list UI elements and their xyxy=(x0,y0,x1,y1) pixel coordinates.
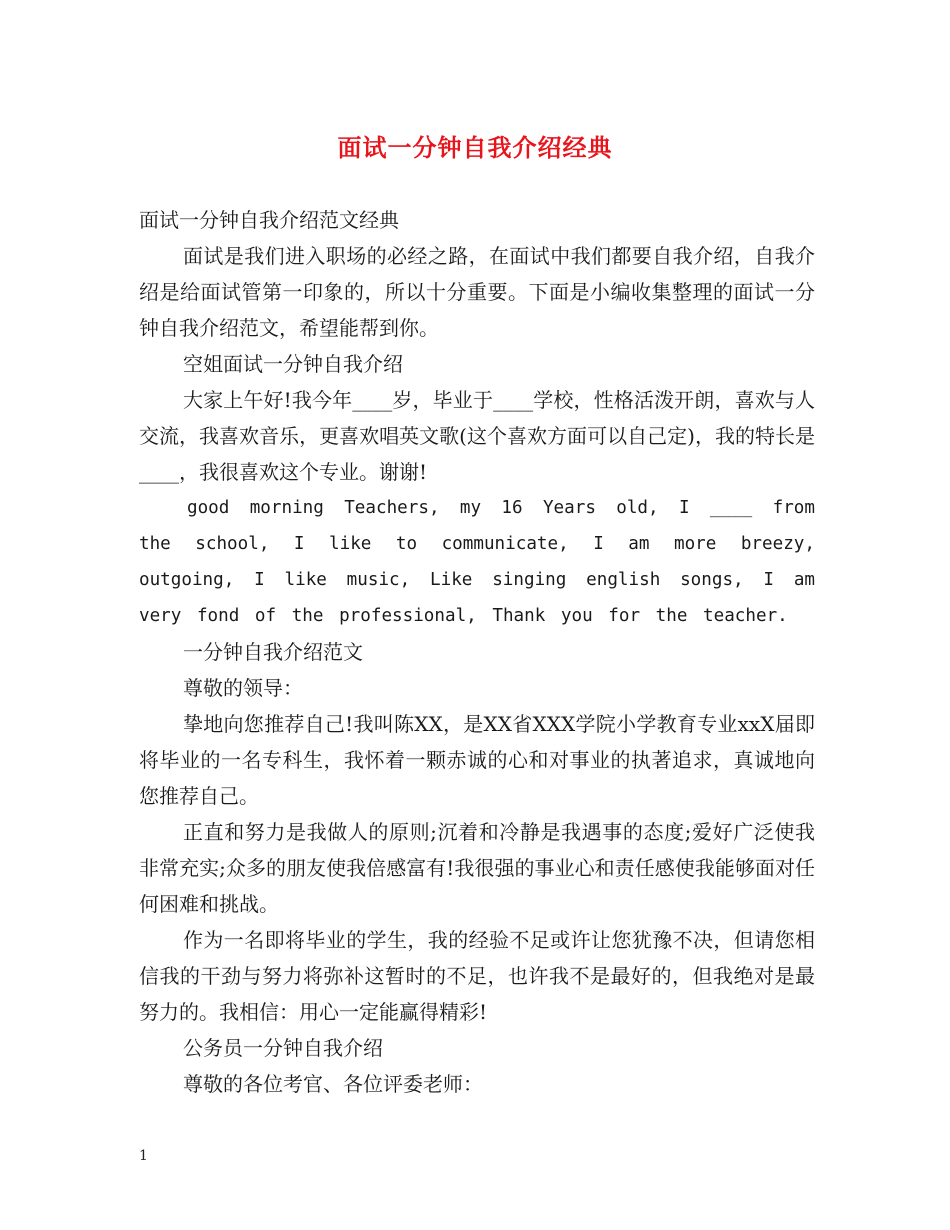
heading-flight-attendant: 空姐面试一分钟自我介绍 xyxy=(183,352,403,376)
paragraph-intro: 面试是我们进入职场的必经之路，在面试中我们都要自我介绍，自我介绍是给面试管第一印象的，所以十分重要。下面是小编收集整理的面试一分钟自我介绍范文，希望能帮到你。 xyxy=(139,244,815,340)
paragraph-recommendation: 挚地向您推荐自己!我叫陈XX，是XX省XXX学院小学教育专业xxX届即将毕业的一名专科生，我怀着一颗赤诚的心和对事业的执著追求，真诚地向您推荐自己。 xyxy=(139,712,815,808)
paragraph-flight-attendant-en: good morning Teachers, my 16 Years old, I ____ from the school, I like to communicate, I am more breezy, outgoing, I like music, Like singing english songs, I am very fond of the professional, Thank you for the teacher. xyxy=(139,498,815,626)
heading-civil-servant: 公务员一分钟自我介绍 xyxy=(183,1036,383,1060)
document-body xyxy=(139,202,815,1102)
paragraph-examiners: 尊敬的各位考官、各位评委老师： xyxy=(183,1072,483,1096)
paragraph-effort: 作为一名即将毕业的学生，我的经验不足或许让您犹豫不决，但请您相信我的干劲与努力将弥补这暂时的不足，也许我不是最好的，但我绝对是最努力的。我相信：用心一定能赢得精彩! xyxy=(139,928,815,1024)
document-title: 面试一分钟自我介绍经典 xyxy=(337,133,613,162)
page-number: 1 xyxy=(139,1148,148,1164)
paragraph-flight-attendant-cn: 大家上午好!我今年____岁，毕业于____学校，性格活泼开朗，喜欢与人交流，我喜欢音乐，更喜欢唱英文歌(这个喜欢方面可以自己定)，我的特长是____，我很喜欢这个专业。谢谢! xyxy=(139,388,815,484)
paragraph-principles: 正直和努力是我做人的原则;沉着和冷静是我遇事的态度;爱好广泛使我非常充实;众多的朋友使我倍感富有!我很强的事业心和责任感使我能够面对任何困难和挑战。 xyxy=(139,820,815,916)
heading-sample: 一分钟自我介绍范文 xyxy=(183,640,363,664)
paragraph-salutation: 尊敬的领导： xyxy=(183,676,303,700)
paragraph-subtitle: 面试一分钟自我介绍范文经典 xyxy=(139,208,399,232)
